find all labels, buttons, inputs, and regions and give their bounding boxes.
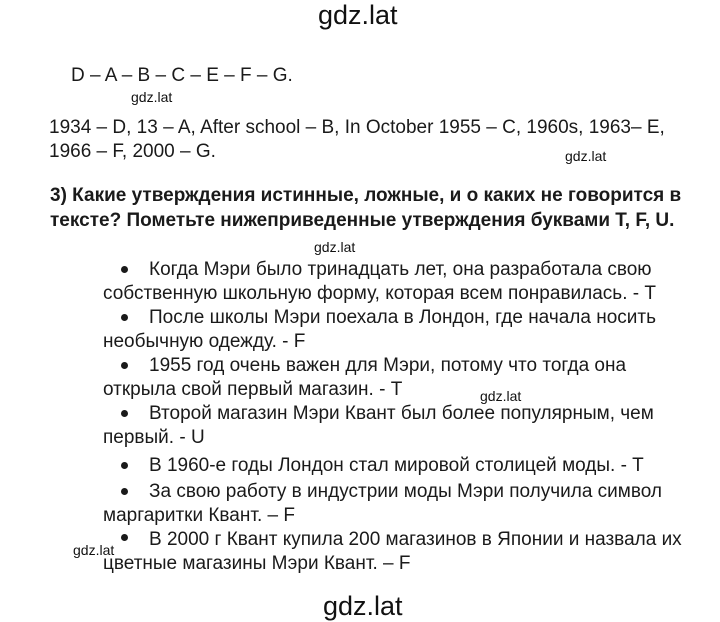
answer-dates-line2: 1966 – F, 2000 – G. <box>49 141 216 162</box>
bullet-icon <box>121 362 128 369</box>
statement-line: 1955 год очень важен для Мэри, потому что тогда она <box>149 355 627 376</box>
statement-line: цветные магазины Мэри Квант. – F <box>103 553 411 574</box>
bullet-icon <box>121 266 128 273</box>
statement-line: После школы Мэри поехала в Лондон, где начала носить <box>149 307 657 328</box>
statement-line: В 1960-е годы Лондон стал мировой столицей моды. - T <box>149 455 644 476</box>
bullet-icon <box>121 410 128 417</box>
watermark-bottom: gdz.lat <box>323 591 403 621</box>
statement-line: За свою работу в индустрии моды Мэри получила символ <box>149 481 662 502</box>
task-title-line1: 3) Какие утверждения истинные, ложные, и о каких не говорится в <box>50 185 682 206</box>
statement-line: Когда Мэри было тринадцать лет, она разработала свою <box>149 259 652 280</box>
watermark-small: gdz.lat <box>565 148 607 164</box>
watermark-top: gdz.lat <box>318 0 398 30</box>
task-title-line2: тексте? Пометьте нижеприведенные утверждения буквами T, F, U. <box>50 210 675 231</box>
statement-line: В 2000 г Квант купила 200 магазинов в Японии и назвала их <box>149 529 682 550</box>
watermark-small: gdz.lat <box>131 89 173 105</box>
watermark-small: gdz.lat <box>73 542 115 558</box>
watermark-small: gdz.lat <box>314 239 356 255</box>
statement-line: открыла свой первый магазин. - T <box>103 379 403 400</box>
bullet-icon <box>121 462 128 469</box>
statement-line: собственную школьную форму, которая всем понравилась. - T <box>103 283 656 304</box>
bullet-icon <box>121 534 128 541</box>
bullet-icon <box>121 314 128 321</box>
answer-dates-line1: 1934 – D, 13 – A, After school – B, In October 1955 – C, 1960s, 1963– E, <box>49 117 665 138</box>
answer-order: D – A – B – C – E – F – G. <box>71 65 293 86</box>
statement-line: первый. - U <box>103 427 205 448</box>
bullet-icon <box>121 488 128 495</box>
statement-line: маргаритки Квант. – F <box>103 505 295 526</box>
statement-line: необычную одежду. - F <box>103 331 306 352</box>
statement-line: Второй магазин Мэри Квант был более популярным, чем <box>149 403 654 424</box>
watermark-small: gdz.lat <box>480 388 522 404</box>
